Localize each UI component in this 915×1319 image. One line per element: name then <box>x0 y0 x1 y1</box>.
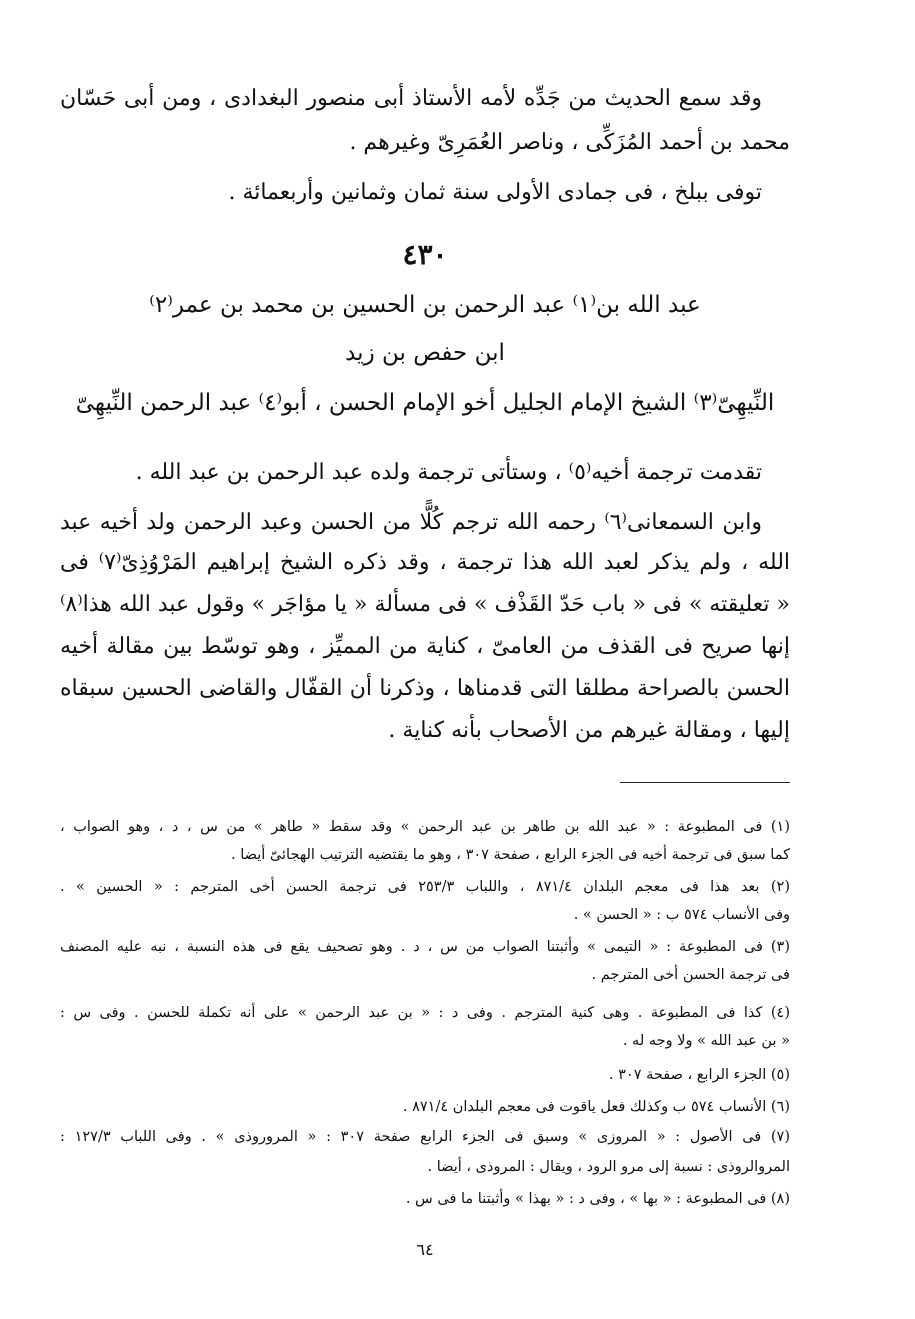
para3-line6: إليها ، ومقالة غيرهم من الأصحاب بأنه كناية . <box>388 718 790 743</box>
death-date-line: توفى ببلخ ، فى جمادى الأولى سنة ثمان وثمانين وأربعمائة . <box>228 180 762 205</box>
footnote-4-line2: « بن عبد الله » ولا وجه له . <box>622 1033 790 1049</box>
para2-line1: تقدمت ترجمة أخيه⁽٥⁾ ، وستأتى ترجمة ولده عبد الرحمن بن عبد الله . <box>135 460 762 485</box>
footnote-3-line2: فى ترجمة الحسن أخى المترجم . <box>591 967 790 983</box>
para3-line4: إنها صريح فى القذف من العامىّ ، كناية من المميِّز ، وهو توسّط بين مقالة أخيه <box>60 634 790 659</box>
footnote-3-line1: (٣) فى المطبوعة : « التيمى » وأثبتنا الصواب من س ، د . وهو تصحيف يقع فى هذه النسبة ، نبه عليه المصنف <box>60 939 790 955</box>
footnote-1-line2: كما سبق فى ترجمة أخيه فى الجزء الرابع ، صفحة ٣٠٧ ، وهو ما يقتضيه الترتيب الهجائىّ أيضا . <box>231 847 790 863</box>
biography-name-line2: ابن حفص بن زيد <box>345 340 505 366</box>
footnote-7-line2: المروالروذى : نسبة إلى مرو الرود ، ويقال : المروذى ، أيضا . <box>427 1159 790 1175</box>
para1-line2: محمد بن أحمد المُزَكِّى ، وناصر العُمَرِىّ وغيرهم . <box>349 130 790 155</box>
footnote-4-line1: (٤) كذا فى المطبوعة . وهى كنية المترجم . وفى د : « بن عبد الرحمن » على أنه تكملة للحسن . وفى س : <box>60 1005 790 1021</box>
footnote-2-line2: وفى الأنساب ٥٧٤ ب : « الحسن » . <box>573 907 790 923</box>
footnote-separator <box>620 782 790 783</box>
book-page <box>60 0 790 1319</box>
footnote-2-line1: (٢) بعد هذا فى معجم البلدان ٨٧١/٤ ، واللباب ٢٥٣/٣ فى ترجمة الحسن أخى المترجم : « الحسين » . <box>60 879 790 895</box>
para3-line5: الحسن بالصراحة مطلقا التى قدمناها ، وذكرنا أن القفّال والقاضى الحسين سبقاه <box>60 676 790 701</box>
para3-line3: « تعليقته » فى « باب حَدّ القَذْف » فى مسألة « يا مؤاجَر » وقول عبد الله هذا⁽٨⁾ <box>60 592 790 617</box>
para1-line1: وقد سمع الحديث من جَدِّه لأمه الأستاذ أبى منصور البغدادى ، ومن أبى حَسّان <box>60 86 762 111</box>
footnote-6: (٦) الأنساب ٥٧٤ ب وكذلك فعل ياقوت فى معجم البلدان ٨٧١/٤ . <box>402 1099 790 1115</box>
entry-number: ٤٣٠ <box>402 238 448 271</box>
biography-name-line3: النِّيهِىّ⁽٣⁾ الشيخ الإمام الجليل أخو الإمام الحسن ، أبو⁽٤⁾ عبد الرحمن النِّيهِىّ <box>75 390 775 416</box>
footnote-7-line1: (٧) فى الأصول : « المروزى » وسبق فى الجزء الرابع صفحة ٣٠٧ : « المروروذى » . وفى اللباب ١٢٧/٣ : <box>60 1129 791 1145</box>
footnote-5: (٥) الجزء الرابع ، صفحة ٣٠٧ . <box>608 1067 790 1083</box>
footnote-1-line1: (١) فى المطبوعة : « عبد الله بن طاهر بن عبد الرحمن » وقد سقط « طاهر » من س ، د ، وهو الصواب ، <box>60 819 790 835</box>
page-number: ٦٤ <box>416 1240 434 1259</box>
biography-name-line1: عبد الله بن⁽١⁾ عبد الرحمن بن الحسين بن محمد بن عمر⁽٢⁾ <box>149 292 701 318</box>
para3-line2: الله ، ولم يذكر لعبد الله هذا ترجمة ، وقد ذكره الشيخ إبراهيم المَرْوُذِىّ⁽٧⁾ فى <box>60 550 791 575</box>
footnote-8: (٨) فى المطبوعة : « بها » ، وفى د : « بهذا » وأثبتنا ما فى س . <box>405 1191 790 1207</box>
para3-line1: وابن السمعانى⁽٦⁾ رحمه الله ترجم كُلًّا من الحسن وعبد الرحمن ولد أخيه عبد <box>60 510 762 535</box>
